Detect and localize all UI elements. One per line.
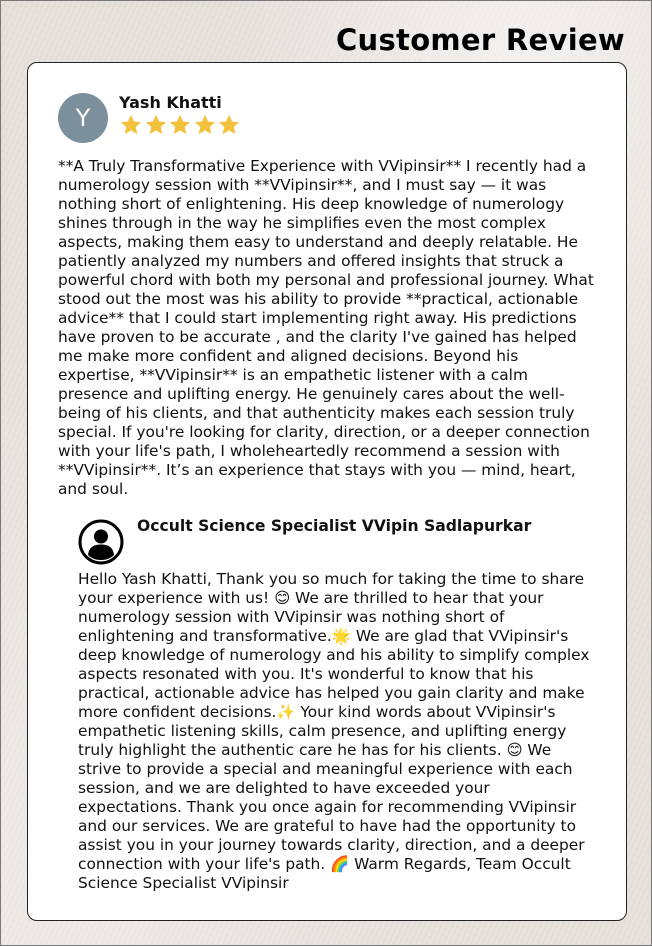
- reviewer-avatar: Y: [58, 93, 108, 143]
- user-circle-icon: [78, 519, 124, 565]
- star-rating: [119, 114, 242, 136]
- star-icon: [168, 114, 192, 136]
- owner-reply: [78, 517, 596, 893]
- review-card: [27, 62, 627, 921]
- star-icon: [144, 114, 168, 136]
- review-header: [58, 93, 596, 143]
- reply-text: Hello Yash Khatti, Thank you so much for taking the time to share your experience with us! 😊 We are thrilled to hear that your numerology session with VVipinsir was nothing short of enlightening and transformative.🌟 We are glad that VVipinsir's deep knowledge of numerology and his ability to simplify complex aspects resonated with you. It's wonderful to know that his practical, actionable advice has helped you gain clarity and make more confident decisions.✨ Your kind words about VVipinsir's empathetic listening skills, calm presence, and uplifting energy truly highlight the authentic care he has for his clients. 😊 We strive to provide a special and meaningful experience with each session, and we are delighted to have exceeded your expectations. Thank you once again for recommending VVipinsir and our services. We are grateful to have had the opportunity to assist you in your journey towards clarity, direction, and a deeper connection with your life's path. 🌈 Warm Regards, Team Occult Science Specialist VVipinsir: [78, 570, 590, 892]
- reply-header: [78, 517, 596, 571]
- star-icon: [119, 114, 143, 136]
- reviewer-meta: [119, 94, 242, 136]
- review-text: **A Truly Transformative Experience with VVipinsir** I recently had a numerology session with **VVipinsir**, and I must say — it was nothing short of enlightening. His deep knowledge of numerology shines through in the way he simplifies even the most complex aspects, making them easy to understand and deeply relatable. He patiently analyzed my numbers and offered insights that struck a powerful chord with both my personal and professional journey. What stood out the most was his ability to provide **practical, actionable advice** that I could start implementing right away. His predictions have proven to be accurate , and the clarity I've gained has helped me make more confident and aligned decisions. Beyond his expertise, **VVipinsir** is an empathetic listener with a calm presence and uplifting energy. He genuinely cares about the well-being of his clients, and that authenticity makes each session truly special. If you're looking for clarity, direction, or a deeper connection with your life's path, I wholeheartedly recommend a session with **VVipinsir**. It’s an experience that stays with you — mind, heart, and soul.: [58, 157, 594, 498]
- responder-name: Occult Science Specialist VVipin Sadlapurkar: [137, 517, 532, 535]
- star-icon: [193, 114, 217, 136]
- page-title: Customer Review: [335, 23, 625, 57]
- star-icon: [217, 114, 241, 136]
- reviewer-name: Yash Khatti: [119, 93, 222, 112]
